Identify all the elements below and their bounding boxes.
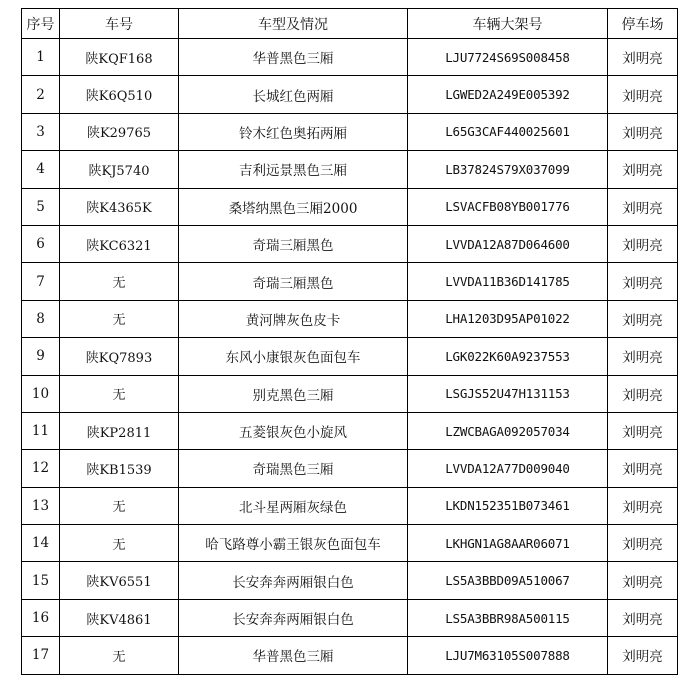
cell-model: 吉利远景黑色三厢 bbox=[179, 151, 408, 188]
cell-model: 黄河牌灰色皮卡 bbox=[179, 300, 408, 337]
header-vin: 车辆大架号 bbox=[408, 9, 608, 39]
cell-parking-lot: 刘明亮 bbox=[608, 525, 678, 562]
cell-no: 5 bbox=[22, 188, 60, 225]
cell-parking-lot: 刘明亮 bbox=[608, 113, 678, 150]
cell-model: 华普黑色三厢 bbox=[179, 637, 408, 674]
cell-model: 奇瑞三厢黑色 bbox=[179, 225, 408, 262]
table-row bbox=[22, 113, 678, 150]
table-row bbox=[22, 151, 678, 188]
cell-model: 华普黑色三厢 bbox=[179, 39, 408, 76]
cell-model: 长安奔奔两厢银白色 bbox=[179, 599, 408, 636]
cell-vin: LJU7724S69S008458 bbox=[408, 39, 608, 76]
header-no: 序号 bbox=[22, 9, 60, 39]
cell-vin: LB37824S79X037099 bbox=[408, 151, 608, 188]
cell-model: 奇瑞黑色三厢 bbox=[179, 450, 408, 487]
cell-parking-lot: 刘明亮 bbox=[608, 338, 678, 375]
cell-model: 五菱银灰色小旋风 bbox=[179, 412, 408, 449]
cell-model: 长城红色两厢 bbox=[179, 76, 408, 113]
vehicle-table bbox=[21, 8, 678, 675]
cell-no: 12 bbox=[22, 450, 60, 487]
cell-no: 4 bbox=[22, 151, 60, 188]
cell-parking-lot: 刘明亮 bbox=[608, 412, 678, 449]
cell-plate: 陕K6Q510 bbox=[60, 76, 179, 113]
cell-vin: LJU7M63105S007888 bbox=[408, 637, 608, 674]
cell-model: 长安奔奔两厢银白色 bbox=[179, 562, 408, 599]
cell-model: 东风小康银灰色面包车 bbox=[179, 338, 408, 375]
cell-plate: 陕KQF168 bbox=[60, 39, 179, 76]
cell-plate: 无 bbox=[60, 300, 179, 337]
cell-no: 7 bbox=[22, 263, 60, 300]
cell-vin: LHA1203D95AP01022 bbox=[408, 300, 608, 337]
cell-vin: LS5A3BBR98A500115 bbox=[408, 599, 608, 636]
cell-no: 11 bbox=[22, 412, 60, 449]
cell-no: 3 bbox=[22, 113, 60, 150]
table-row bbox=[22, 599, 678, 636]
cell-no: 16 bbox=[22, 599, 60, 636]
table-row bbox=[22, 39, 678, 76]
table-row bbox=[22, 76, 678, 113]
cell-parking-lot: 刘明亮 bbox=[608, 225, 678, 262]
cell-no: 1 bbox=[22, 39, 60, 76]
cell-no: 14 bbox=[22, 525, 60, 562]
vehicle-table-container bbox=[21, 8, 678, 675]
table-row bbox=[22, 375, 678, 412]
cell-vin: LVVDA12A87D064600 bbox=[408, 225, 608, 262]
cell-plate: 陕KV6551 bbox=[60, 562, 179, 599]
cell-parking-lot: 刘明亮 bbox=[608, 562, 678, 599]
table-row bbox=[22, 225, 678, 262]
table-row bbox=[22, 412, 678, 449]
cell-parking-lot: 刘明亮 bbox=[608, 188, 678, 225]
cell-no: 15 bbox=[22, 562, 60, 599]
header-parking-lot: 停车场 bbox=[608, 9, 678, 39]
cell-plate: 陕KB1539 bbox=[60, 450, 179, 487]
cell-plate: 无 bbox=[60, 487, 179, 524]
cell-parking-lot: 刘明亮 bbox=[608, 375, 678, 412]
cell-vin: LS5A3BBD09A510067 bbox=[408, 562, 608, 599]
cell-no: 17 bbox=[22, 637, 60, 674]
table-row bbox=[22, 487, 678, 524]
cell-no: 6 bbox=[22, 225, 60, 262]
cell-plate: 陕KV4861 bbox=[60, 599, 179, 636]
cell-plate: 陕KC6321 bbox=[60, 225, 179, 262]
cell-no: 9 bbox=[22, 338, 60, 375]
cell-vin: L65G3CAF440025601 bbox=[408, 113, 608, 150]
table-row bbox=[22, 450, 678, 487]
cell-parking-lot: 刘明亮 bbox=[608, 450, 678, 487]
cell-model: 别克黑色三厢 bbox=[179, 375, 408, 412]
table-row bbox=[22, 562, 678, 599]
cell-no: 10 bbox=[22, 375, 60, 412]
cell-plate: 陕KP2811 bbox=[60, 412, 179, 449]
cell-model: 奇瑞三厢黑色 bbox=[179, 263, 408, 300]
table-row bbox=[22, 263, 678, 300]
cell-model: 北斗星两厢灰绿色 bbox=[179, 487, 408, 524]
cell-parking-lot: 刘明亮 bbox=[608, 76, 678, 113]
table-header-row bbox=[22, 9, 678, 39]
cell-vin: LKDN152351B073461 bbox=[408, 487, 608, 524]
cell-parking-lot: 刘明亮 bbox=[608, 263, 678, 300]
cell-plate: 无 bbox=[60, 525, 179, 562]
table-row bbox=[22, 637, 678, 674]
cell-parking-lot: 刘明亮 bbox=[608, 637, 678, 674]
cell-vin: LVVDA12A77D009040 bbox=[408, 450, 608, 487]
cell-plate: 无 bbox=[60, 263, 179, 300]
cell-parking-lot: 刘明亮 bbox=[608, 599, 678, 636]
cell-plate: 无 bbox=[60, 375, 179, 412]
cell-vin: LVVDA11B36D141785 bbox=[408, 263, 608, 300]
table-row bbox=[22, 525, 678, 562]
cell-vin: LZWCBAGA092057034 bbox=[408, 412, 608, 449]
table-row bbox=[22, 300, 678, 337]
cell-vin: LGK022K60A9237553 bbox=[408, 338, 608, 375]
cell-parking-lot: 刘明亮 bbox=[608, 151, 678, 188]
header-model: 车型及情况 bbox=[179, 9, 408, 39]
cell-model: 桑塔纳黑色三厢2000 bbox=[179, 188, 408, 225]
cell-vin: LSVACFB08YB001776 bbox=[408, 188, 608, 225]
cell-plate: 陕K29765 bbox=[60, 113, 179, 150]
cell-plate: 陕KQ7893 bbox=[60, 338, 179, 375]
cell-parking-lot: 刘明亮 bbox=[608, 487, 678, 524]
cell-plate: 陕K4365K bbox=[60, 188, 179, 225]
cell-no: 2 bbox=[22, 76, 60, 113]
cell-model: 铃木红色奥拓两厢 bbox=[179, 113, 408, 150]
cell-model: 哈飞路尊小霸王银灰色面包车 bbox=[179, 525, 408, 562]
cell-parking-lot: 刘明亮 bbox=[608, 39, 678, 76]
cell-vin: LSGJS52U47H131153 bbox=[408, 375, 608, 412]
table-row bbox=[22, 338, 678, 375]
cell-no: 13 bbox=[22, 487, 60, 524]
cell-parking-lot: 刘明亮 bbox=[608, 300, 678, 337]
header-plate: 车号 bbox=[60, 9, 179, 39]
cell-plate: 陕KJ5740 bbox=[60, 151, 179, 188]
cell-no: 8 bbox=[22, 300, 60, 337]
cell-vin: LKHGN1AG8AAR06071 bbox=[408, 525, 608, 562]
cell-vin: LGWED2A249E005392 bbox=[408, 76, 608, 113]
cell-plate: 无 bbox=[60, 637, 179, 674]
table-row bbox=[22, 188, 678, 225]
